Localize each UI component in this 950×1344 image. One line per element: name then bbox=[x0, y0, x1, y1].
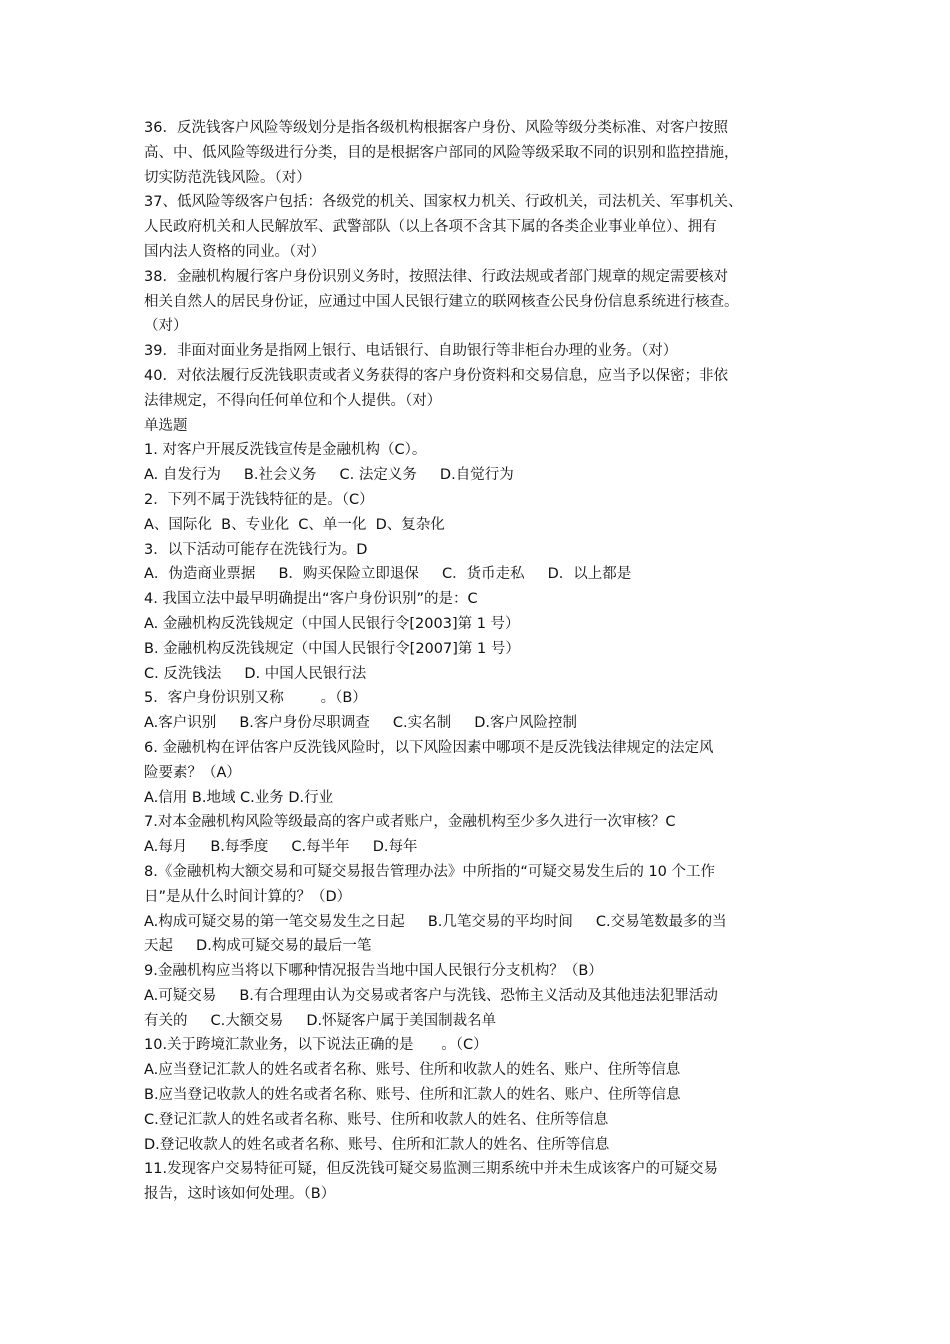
text-line: B. 金融机构反洗钱规定（中国人民银行令[2007]第 1 号） bbox=[144, 640, 520, 657]
text-line: 9.金融机构应当将以下哪种情况报告当地中国人民银行分支机构？（B） bbox=[144, 963, 603, 980]
text-line: C. 反洗钱法 D. 中国人民银行法 bbox=[144, 665, 367, 682]
text-line: 人民政府机关和人民解放军、武警部队（以上各项不含其下属的各类企业事业单位）、拥有 bbox=[144, 219, 717, 236]
text-line: 8.《金融机构大额交易和可疑交易报告管理办法》中所指的“可疑交易发生后的 10 个工作 bbox=[144, 863, 716, 880]
text-line: B.应当登记收款人的姓名或者名称、账号、住所和汇款人的姓名、账户、住所等信息 bbox=[144, 1087, 681, 1104]
document-body bbox=[144, 116, 816, 1207]
text-line: （对） bbox=[144, 318, 188, 335]
text-line: A.应当登记汇款人的姓名或者名称、账号、住所和收款人的姓名、账户、住所等信息 bbox=[144, 1062, 681, 1079]
text-line: 1. 对客户开展反洗钱宣传是金融机构（C）。 bbox=[144, 442, 427, 459]
text-line: D.登记收款人的姓名或者名称、账号、住所和汇款人的姓名、住所等信息 bbox=[144, 1136, 610, 1153]
text-line: 40．对依法履行反洗钱职责或者义务获得的客户身份资料和交易信息，应当予以保密；非依 bbox=[144, 367, 728, 384]
text-line: 有关的 C.大额交易 D.怀疑客户属于美国制裁名单 bbox=[144, 1012, 497, 1029]
text-line: 国内法人资格的同业。（对） bbox=[144, 243, 326, 260]
text-line: 3．以下活动可能存在洗钱行为。D bbox=[144, 541, 368, 558]
text-line: 日”是从什么时间计算的？（D） bbox=[144, 888, 352, 905]
text-line: A、国际化 B、专业化 C、单一化 D、复杂化 bbox=[144, 516, 445, 533]
text-line: A.可疑交易 B.有合理理由认为交易或者客户与洗钱、恐怖主义活动及其他违法犯罪活动 bbox=[144, 987, 718, 1004]
text-line: 5．客户身份识别又称 。（B） bbox=[144, 690, 367, 707]
text-line: A. 金融机构反洗钱规定（中国人民银行令[2003]第 1 号） bbox=[144, 615, 520, 632]
text-line: 法律规定，不得向任何单位和个人提供。（对） bbox=[144, 392, 442, 409]
text-line: A. 自发行为 B.社会义务 C. 法定义务 D.自觉行为 bbox=[144, 467, 514, 484]
text-line: 36．反洗钱客户风险等级划分是指各级机构根据客户身份、风险等级分类标准、对客户按照 bbox=[144, 120, 728, 136]
text-line: 天起 D.构成可疑交易的最后一笔 bbox=[144, 938, 372, 955]
text-line: 7.对本金融机构风险等级最高的客户或者账户，金融机构至少多久进行一次审核？C bbox=[144, 814, 676, 831]
text-line: A.客户识别 B.客户身份尽职调查 C.实名制 D.客户风险控制 bbox=[144, 715, 577, 732]
text-line: 11.发现客户交易特征可疑，但反洗钱可疑交易监测三期系统中并未生成该客户的可疑交易 bbox=[144, 1161, 719, 1178]
text-line: 切实防范洗钱风险。（对） bbox=[144, 169, 311, 186]
text-line: 38．金融机构履行客户身份识别义务时，按照法律、行政法规或者部门规章的规定需要核对 bbox=[144, 268, 728, 285]
text-line: 高、中、低风险等级进行分类，目的是根据客户部同的风险等级采取不同的识别和监控措施， bbox=[144, 144, 739, 161]
text-line: A.每月 B.每季度 C.每半年 D.每年 bbox=[144, 839, 418, 856]
text-line: 险要素？（A） bbox=[144, 764, 241, 781]
text-line: A．伪造商业票据 B．购买保险立即退保 C．货币走私 D．以上都是 bbox=[144, 566, 632, 583]
text-line: 4. 我国立法中最早明确提出“客户身份识别”的是：C bbox=[144, 591, 478, 608]
text-line: 相关自然人的居民身份证，应通过中国人民银行建立的联网核查公民身份信息系统进行核查。 bbox=[144, 293, 739, 310]
text-line: 39．非面对面业务是指网上银行、电话银行、自助银行等非柜台办理的业务。（对） bbox=[144, 343, 678, 360]
text-line: 37、低风险等级客户包括：各级党的机关、国家权力机关、行政机关，司法机关、军事机关、 bbox=[144, 194, 743, 211]
text-line: 报告，这时该如何处理。（B） bbox=[144, 1186, 336, 1203]
text-line: 2．下列不属于洗钱特征的是。（C） bbox=[144, 491, 374, 508]
text-line: A.信用 B.地域 C.业务 D.行业 bbox=[144, 789, 334, 806]
text-line: 10.关于跨境汇款业务，以下说法正确的是 。（C） bbox=[144, 1037, 488, 1054]
text-line: 单选题 bbox=[144, 417, 188, 434]
text-line: C.登记汇款人的姓名或者名称、账号、住所和收款人的姓名、住所等信息 bbox=[144, 1111, 609, 1128]
text-line: 6. 金融机构在评估客户反洗钱风险时，以下风险因素中哪项不是反洗钱法律规定的法定风 bbox=[144, 739, 714, 756]
text-line: A.构成可疑交易的第一笔交易发生之日起 B.几笔交易的平均时间 C.交易笔数最多的当 bbox=[144, 913, 727, 930]
